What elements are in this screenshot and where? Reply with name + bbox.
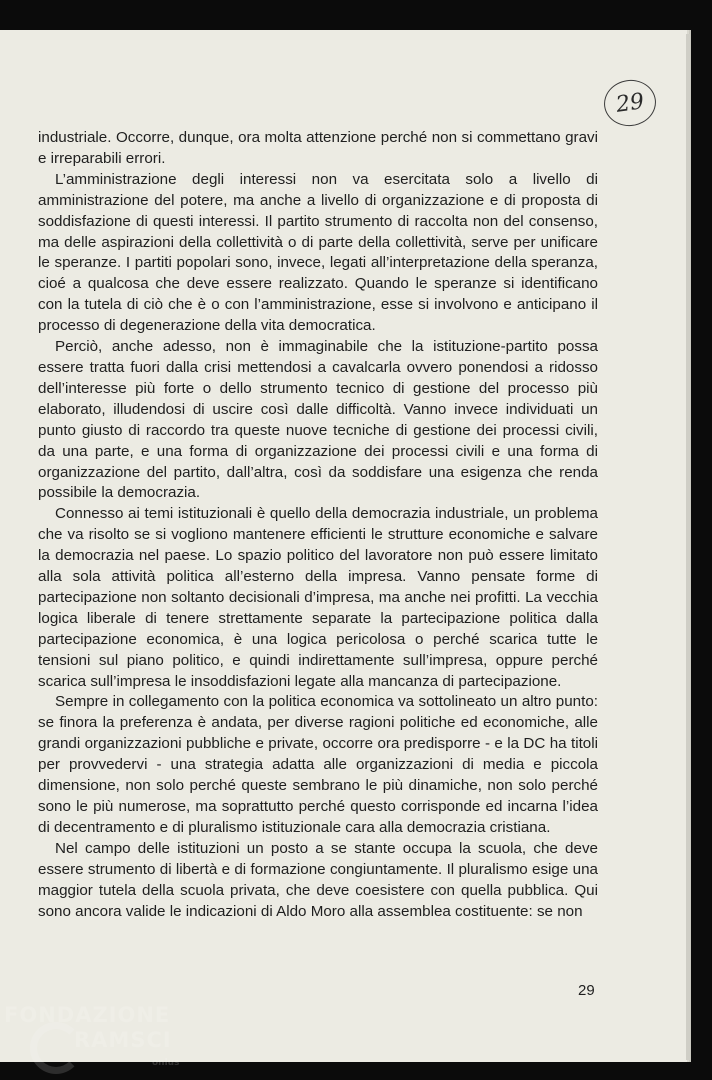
watermark-line1: FONDAZIONE — [4, 1003, 171, 1027]
paragraph-2: L’amministrazione degli interessi non va esercitata solo a livello di amministrazione del potere, ma anche a livello di organizzazione e di proposta di soddisfazione di questi interessi. Il partito strumento di raccolta non del consenso, ma delle aspirazioni della collettività o di parte della collettività, serve per unificare le speranze. I partiti popolari sono, invece, legati all’interpretazione della speranza, cioé a qualcosa che deve essere realizzato. Quando le speranze si identificano con la tutela di ciò che è o con l’amministrazione, esse si involvono e anticipano il processo di degenerazione della vita democratica. — [38, 170, 598, 335]
paragraph-5: Sempre in collegamento con la politica economica va sottolineato un altro punto: se finora la preferenza è andata, per diverse ragioni politiche ed economiche, alle grandi organizzazioni pubbliche e private, occorre ora predisporre - e la DC ha titoli per provvedervi - una strategia adatta alle organizzazioni di media e piccola dimensione, non solo perché queste sembrano le più dinamiche, non solo perché sono le più numerose, ma soprattutto perché questo corrisponde ed incarna l’idea di decentramento e di pluralismo istituzionale cara alla democrazia cristiana. — [38, 693, 598, 836]
watermark-logo — [4, 1000, 204, 1080]
page-edge — [686, 34, 690, 1060]
paragraph-1: industriale. Occorre, dunque, ora molta attenzione perché non si commettano gravi e irreparabili errori. — [38, 129, 598, 167]
document-page — [0, 30, 687, 1062]
paragraph-4: Connesso ai temi istituzionali è quello della democrazia industriale, un problema che va risolto se si vogliono mantenere efficienti le strutture economiche e salvare la democrazia nel paese. Lo spazio politico del lavoratore non può essere limitato alla sola attività politica all’esterno della impresa. Vanno pensate forme di partecipazione non soltanto decisionali d’impresa, ma anche nei profitti. La vecchia logica liberale di tenere strettamente separate la partecipazione politica dalla partecipazione economica, è una logica pericolosa o perché scarica tutte le tensioni sul piano politico, e quindi indirettamente sull’impresa, oppure perché scarica sull’impresa le insoddisfazioni legate alla mancanza di partecipazione. — [38, 505, 598, 690]
page-number: 29 — [578, 982, 595, 999]
handwritten-page-number: 29 — [601, 77, 659, 130]
body-text — [38, 128, 598, 922]
watermark-line2: RAMSCI — [74, 1028, 172, 1052]
paragraph-6: Nel campo delle istituzioni un posto a se stante occupa la scuola, che deve essere strumento di libertà e di formazione congiuntamente. Il pluralismo esige una maggior tutela della scuola privata, che deve coesistere con quella pubblica. Qui sono ancora valide le indicazioni di Aldo Moro alla assemblea costituente: se non — [38, 839, 598, 920]
paragraph-3: Perciò, anche adesso, non è immaginabile che la istituzione-partito possa essere tratta fuori dalla crisi mettendosi a cavalcarla ovvero ponendosi a ridosso dell’interesse più forte o dello strumento tecnico di gestione del processo più elaborato, illudendosi di uscire così dalle difficoltà. Vanno invece individuati un punto giusto di raccordo tra queste nuove tecniche di gestione dei processi civili, da una parte, e una forma di organizzazione dei processi civili e una forma di organizzazione del partito, dall’altra, così da soddisfare una esigenza che renda possibile la democrazia. — [38, 338, 598, 502]
watermark-small: onlus — [152, 1058, 180, 1068]
